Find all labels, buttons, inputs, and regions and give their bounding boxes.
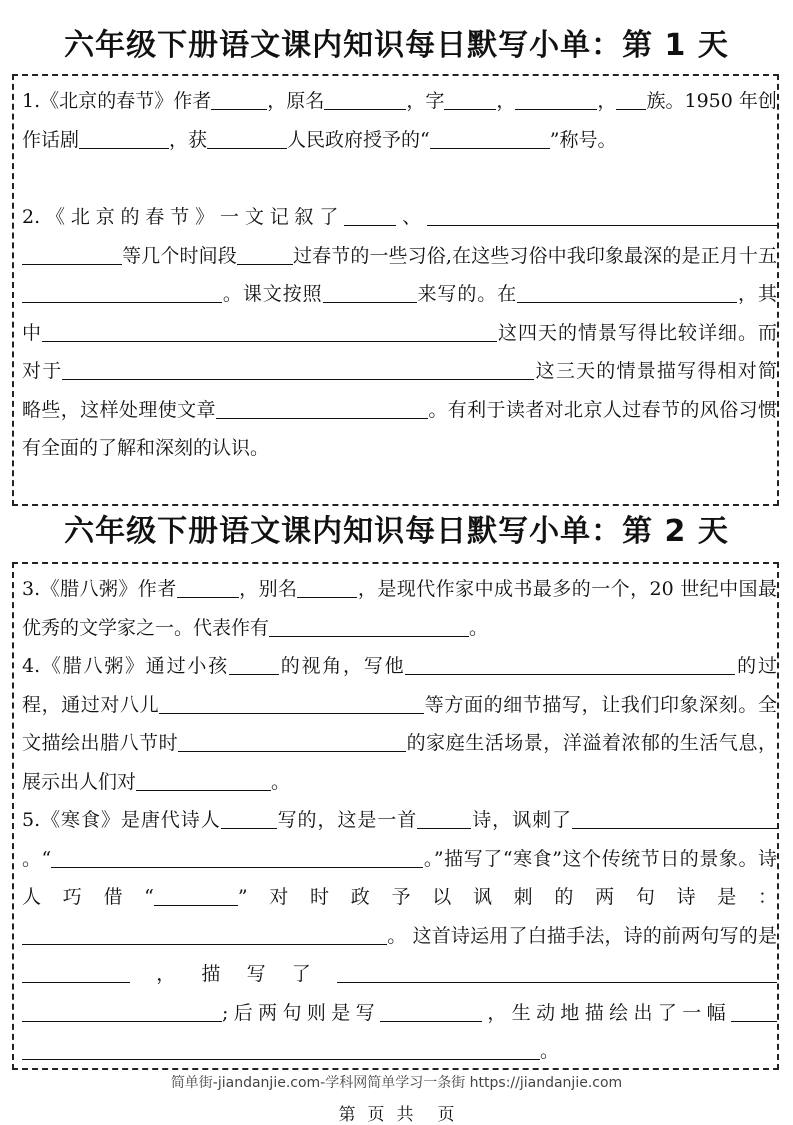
q5-blank-second-half[interactable] xyxy=(380,1001,482,1022)
q1-text-8: 人民政府授予的“ xyxy=(287,128,430,151)
q5-text-8: ，描写了 xyxy=(130,963,337,985)
q5-blank-satire-2[interactable] xyxy=(672,808,777,829)
page-label-c: 共 xyxy=(396,1105,414,1125)
q2-blank-9[interactable] xyxy=(62,359,450,380)
q2-text-3: 等几个时间段 xyxy=(122,244,237,267)
q5-blank-poet[interactable] xyxy=(221,808,277,829)
page-label-b: 页 xyxy=(367,1105,385,1125)
q2-blank-8[interactable] xyxy=(42,321,497,342)
q2-blank-11[interactable] xyxy=(216,398,344,419)
q5-text-1: 5.《寒食》是唐代诗人 xyxy=(22,809,221,831)
q5-blank-describe-2[interactable] xyxy=(22,1001,222,1022)
page-label-d: 页 xyxy=(437,1105,455,1125)
q2-text-6: 来写的。在 xyxy=(416,283,518,305)
q5-text-6: ”对时政予以讽刺的两句诗是： xyxy=(237,886,777,908)
q2-blank-4[interactable] xyxy=(237,244,293,265)
q1-text-9: ”称号。 xyxy=(549,128,617,151)
q5-blank-first-half[interactable] xyxy=(22,962,130,983)
q2-blank-3[interactable] xyxy=(22,244,122,265)
q1-blank-courtesy-name[interactable] xyxy=(444,89,496,110)
q2-text-7: ，其中 xyxy=(22,283,777,344)
q4-text-3: 的过程，通过对八儿 xyxy=(22,655,777,716)
q5-blank-poem-type[interactable] xyxy=(417,808,471,829)
q4-blank-4[interactable] xyxy=(159,693,424,714)
q3-blank-alias[interactable] xyxy=(297,577,357,598)
q4-blank-6[interactable] xyxy=(136,770,271,791)
question-4 xyxy=(22,647,777,801)
day2-box xyxy=(12,562,779,1070)
q1-text-1: 1.《北京的春节》作者 xyxy=(22,90,212,112)
q4-blank-3[interactable] xyxy=(705,654,735,675)
page-label-a: 第 xyxy=(338,1105,356,1125)
q3-blank-author[interactable] xyxy=(177,577,239,598)
q1-blank-honor[interactable] xyxy=(430,128,550,149)
q2-blank-2[interactable] xyxy=(427,205,777,226)
q2-text-4: 过春节的一些习俗,在这些习俗中我印象最深的是正月十五 xyxy=(292,244,777,267)
q3-text-2: ，别名 xyxy=(238,578,298,600)
q5-text-9: ;后两句则是写 xyxy=(222,1001,380,1024)
q4-blank-1[interactable] xyxy=(229,654,279,675)
q1-text-6: 族。1950 年创作话剧 xyxy=(22,90,777,151)
q4-text-4: 等方面的细节描写，让我们印象深刻。全文描绘出腊八节时 xyxy=(22,693,777,754)
q1-text-2: ，原名 xyxy=(267,90,325,112)
q1-blank-government[interactable] xyxy=(207,128,287,149)
day1-title: 六年级下册语文课内知识每日默写小单：第 1 天 xyxy=(64,28,729,63)
q5-blank-verse[interactable] xyxy=(51,847,423,868)
q5-text-7: 。 这首诗运用了白描手法，诗的前两句写的是 xyxy=(387,924,777,947)
q5-blank-lines[interactable] xyxy=(22,924,387,945)
q2-blank-12[interactable] xyxy=(344,398,428,419)
q1-blank-ethnicity[interactable] xyxy=(616,89,646,110)
q2-text-10: 。有利于读者对北京人过春节的风俗习惯有全面的了解和深刻的认识。 xyxy=(22,398,777,459)
q5-blank-satire-1[interactable] xyxy=(572,808,672,829)
q2-blank-5[interactable] xyxy=(22,282,222,303)
q1-blank-original-name[interactable] xyxy=(324,89,406,110)
q5-blank-borrow[interactable] xyxy=(154,885,238,906)
q2-blank-1[interactable] xyxy=(344,205,396,226)
q1-text-4: ， xyxy=(496,90,516,112)
q2-text-1: 2.《北京的春节》一文记叙了 xyxy=(22,206,345,228)
q3-text-1: 3.《腊八粥》作者 xyxy=(22,578,177,600)
q1-blank-drama[interactable] xyxy=(79,128,169,149)
q2-blank-7[interactable] xyxy=(517,282,737,303)
q5-text-3: 诗，讽刺了 xyxy=(471,809,572,831)
q5-text-2: 写的，这是一首 xyxy=(276,809,418,831)
q4-text-1: 4.《腊八粥》通过小孩 xyxy=(22,655,229,677)
page-number xyxy=(0,1100,793,1125)
q5-text-10: ，生动地描绘出了一幅 xyxy=(481,1001,731,1024)
q2-blank-6[interactable] xyxy=(323,282,417,303)
q1-text-5: ， xyxy=(597,90,617,112)
q5-text-5: 。”描写了“寒食”这个传统节日的景象。诗人巧借“ xyxy=(22,847,777,908)
q2-text-5: 。课文按照 xyxy=(222,283,323,305)
q5-text-11: 。 xyxy=(540,1040,560,1062)
question-1 xyxy=(22,82,777,159)
q4-text-6: 。 xyxy=(271,770,291,793)
q3-text-4: 。 xyxy=(469,616,489,639)
q4-blank-2[interactable] xyxy=(405,654,705,675)
q1-blank-identity[interactable] xyxy=(515,89,597,110)
q5-blank-describe-1[interactable] xyxy=(337,962,777,983)
q4-text-5: 的家庭生活场景，洋溢着浓郁的生活气息，展示出人们对 xyxy=(22,732,777,793)
q2-blank-10[interactable] xyxy=(450,359,534,380)
q5-text-4: 。“ xyxy=(22,847,52,870)
footer-watermark: 简单街-jiandanjie.com-学科网简单学习一条街 https://jiandanjie.com xyxy=(170,1075,623,1091)
q4-blank-5[interactable] xyxy=(178,731,406,752)
q5-blank-picture-1[interactable] xyxy=(731,1001,777,1022)
q2-text-8: 这四天的情景写得比较详细。而对于 xyxy=(22,321,777,382)
question-2 xyxy=(22,198,777,468)
q2-text-2: 、 xyxy=(396,206,427,228)
q3-text-3: ，是现代作家中成书最多的一个，20 世纪中国最优秀的文学家之一。代表作有 xyxy=(22,578,777,639)
question-5 xyxy=(22,801,777,1071)
q1-text-7: ，获 xyxy=(169,128,208,151)
q4-text-2: 的视角，写他 xyxy=(278,655,406,677)
q1-blank-author[interactable] xyxy=(211,89,267,110)
q2-text-9: 这三天的情景描写得相对简略些，这样处理使文章 xyxy=(22,360,777,421)
q3-blank-works[interactable] xyxy=(269,616,469,637)
day2-title: 六年级下册语文课内知识每日默写小单：第 2 天 xyxy=(64,514,729,549)
q5-blank-picture-2[interactable] xyxy=(22,1039,540,1060)
question-3 xyxy=(22,570,777,647)
q1-text-3: ，字 xyxy=(406,90,445,112)
day1-box xyxy=(12,74,779,506)
